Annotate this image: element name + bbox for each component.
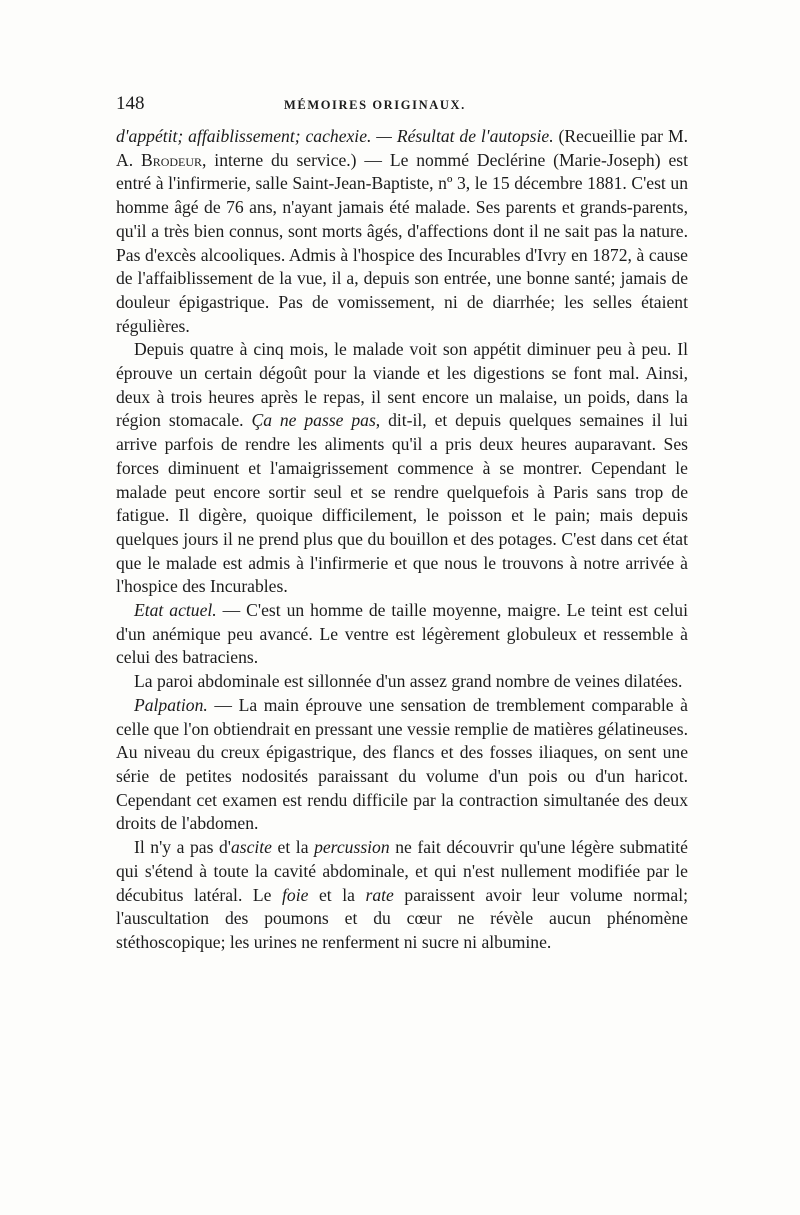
italic-run: Ça ne passe pas xyxy=(251,410,376,431)
text-run: La paroi abdominale est sillonnée d'un assez grand nombre de veines dilatées. xyxy=(134,671,683,692)
paragraph-case-history xyxy=(116,125,688,338)
text-run: — La main éprouve une sensation de tremblement comparable à celle que l'on obtiendrait en pressant une vessie remplie de matières gélatineuses. Au niveau du creux épigastrique, des flancs et des fosses iliaques, on sent une série de petites nodosités paraissant du volume d'un pois ou d'un haricot. Cependant cet examen est rendu difficile par la contraction simultanée des deux droits de l'abdomen. xyxy=(116,694,688,834)
running-title: MÉMOIRES ORIGINAUX. xyxy=(284,98,466,112)
italic-run: percussion xyxy=(314,837,390,858)
text-run: Depuis quatre à cinq mois, le malade voit son appétit diminuer peu à peu. Il éprouve un certain dégoût pour la viande et les digestions se font mal. Ainsi, deux à trois heures après le repas, il sent encore un malaise, un poids, dans la région stomacale. xyxy=(116,339,688,431)
italic-run: rate xyxy=(365,884,394,905)
text-run: paraissent avoir leur volume normal; l'auscultation des poumons et du cœur ne révèle aucun phénomène stéthoscopique; les urines ne renferment ni sucre ni albumine. xyxy=(116,884,689,952)
italic-run: foie xyxy=(282,884,309,905)
italic-run: d'appétit; affaiblissement; cachexie. — Résultat de l'autopsie. xyxy=(116,126,554,146)
text-run: , dit-il, et depuis quelques semaines il lui arrive parfois de rendre les aliments qu'il a pris deux heures auparavant. Ses forces diminuent et l'amaigrissement commence à se montrer. Cependant le malade peut encore sortir seul et se rendre quelquefois à Paris sans trop de fatigue. Il digère, quoique difficilement, le poisson et le pain; mais depuis quelques jours il ne prend plus que du bouillon et des potages. C'est dans cet état que le malade est admis à l'infirmerie et que nous le trouvons à notre arrivée à l'hospice des Incurables. xyxy=(116,410,689,597)
body-text xyxy=(116,125,688,955)
text-run: Il n'y a pas d' xyxy=(134,837,231,858)
page-number: 148 xyxy=(116,93,145,114)
text-run: et la xyxy=(272,837,315,858)
page-header xyxy=(116,93,688,121)
paragraph-palpation xyxy=(116,694,688,836)
text-run: — C'est un homme de taille moyenne, maigre. Le teint est celui d'un anémique peu avancé. Le ventre est légèrement globuleux et ressemble à celui des batraciens. xyxy=(116,600,688,668)
text-run: (Recueillie par M. A. xyxy=(116,126,688,170)
text-run: et la xyxy=(308,884,366,905)
paragraph-paroi xyxy=(116,670,688,694)
paragraph-percussion xyxy=(116,836,688,955)
text-run: ne fait découvrir qu'une légère submatité qui s'étend à toute la cavité abdominale, et qui n'est nullement modifiée par le décubitus latéral. Le xyxy=(116,837,688,905)
paragraph-etat-actuel xyxy=(116,599,688,670)
italic-run: Etat actuel. xyxy=(134,600,217,621)
paragraph-symptoms xyxy=(116,338,688,599)
italic-run: ascite xyxy=(230,837,272,858)
author-name: Brodeur xyxy=(140,149,203,170)
italic-run: Palpation. xyxy=(134,694,208,715)
text-run: , interne du service.) — Le nommé Declérine (Marie-Joseph) est entré à l'infirmerie, salle Saint-Jean-Baptiste, nº 3, le 15 décembre 1881. C'est un homme âgé de 76 ans, n'ayant jamais été malade. Ses parents et grands-parents, qu'il a très bien connus, sont morts âgés, d'affections dont il ne sait pas la nature. Pas d'excès alcooliques. Admis à l'hospice des Incurables d'Ivry en 1872, à cause de l'affaiblissement de la vue, il a, depuis son entrée, une bonne santé; jamais de douleur épigastrique. Pas de vomissement, ni de diarrhée; les selles étaient régulières. xyxy=(116,149,688,336)
